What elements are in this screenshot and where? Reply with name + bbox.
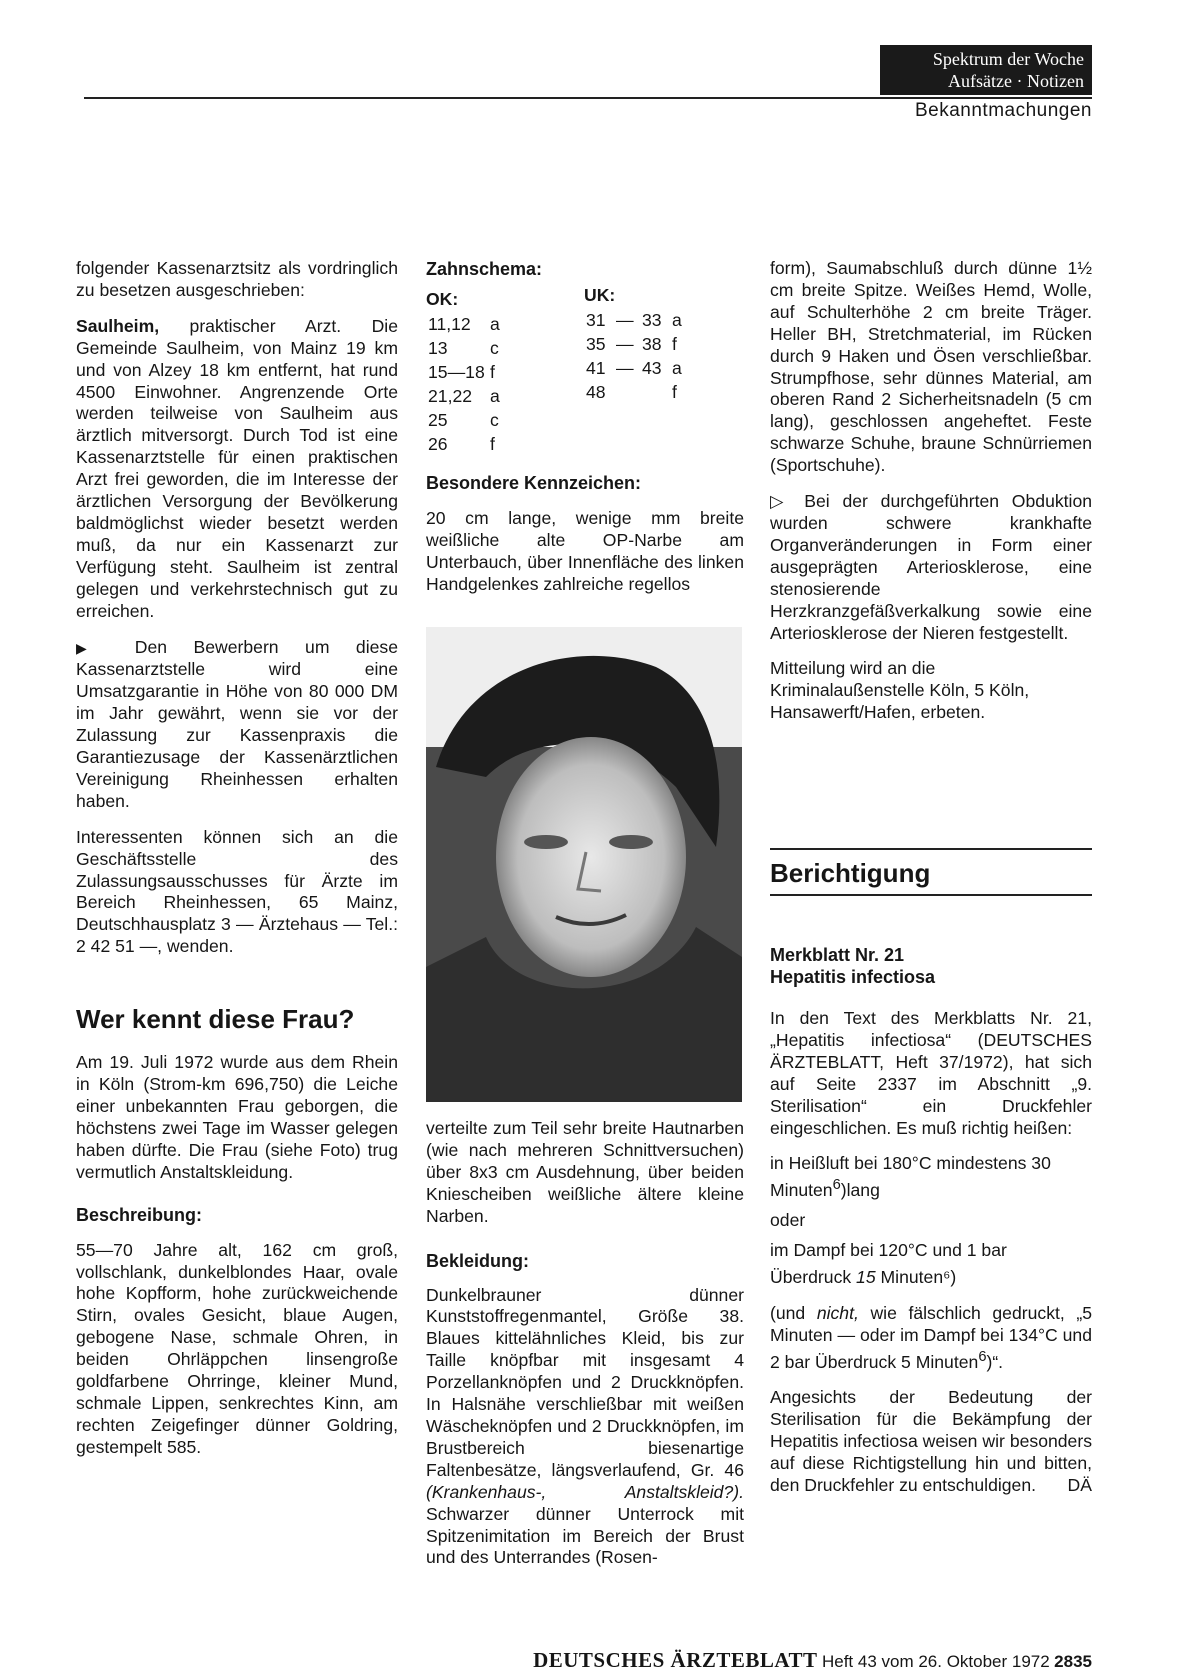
tooth-row	[428, 385, 510, 407]
closing-text: Angesichts der Bedeutung der Sterilisation für die Bekämpfung der Hepatitis infectiosa weisen wir besonders auf diese Richtigstellung hin und bitten, den Druckfehler zu entschuldigen.	[770, 1387, 1092, 1495]
tooth-cell: f	[490, 361, 495, 382]
tooth-cell: 48	[586, 381, 606, 402]
tooth-row	[586, 333, 692, 355]
column-left	[76, 258, 398, 1459]
saulheim-paragraph	[76, 316, 398, 623]
merkblatt-subtitle: Hepatitis infectiosa	[770, 967, 936, 987]
tooth-cell: 43	[642, 357, 662, 378]
heading-wer-kennt: Wer kennt diese Frau?	[76, 1004, 355, 1035]
description-paragraph: 55—70 Jahre alt, 162 cm groß, vollschlank, dunkelblondes Haar, ovale hohe Kopfform, hohe zurückweichende Stirn, ovales Gesicht, blaue Augen, gebogene Nase, schmale Ohren, in beiden Ohrläppchen linsengroße goldfarbene Ohrringe, kleiner Mund, schmale Lippen, senkrechtes Kinn, am rechten Zeigefinger dünner Goldring, gestempelt 585.	[76, 1239, 398, 1457]
corr1-sup: 6	[832, 1177, 841, 1194]
tooth-row	[586, 381, 692, 403]
tooth-cell: c	[490, 337, 499, 358]
column-middle	[426, 258, 744, 596]
teeth-lower	[584, 285, 694, 405]
tooth-cell: 38	[642, 333, 662, 354]
corr2-b: Minuten⁶)	[875, 1266, 957, 1287]
tooth-cell: c	[490, 409, 499, 430]
footer-page-number: 2835	[1054, 1652, 1092, 1671]
teeth-upper-label: OK:	[426, 289, 459, 309]
correction-misprint	[770, 1303, 1092, 1374]
tooth-row	[428, 433, 510, 455]
autopsy-paragraph	[770, 491, 1092, 644]
teeth-lower-table	[584, 307, 694, 405]
guarantee-paragraph	[76, 637, 398, 813]
tooth-cell: —	[616, 357, 634, 378]
tooth-cell: 25	[428, 409, 448, 430]
heading-berichtigung: Berichtigung	[770, 858, 931, 888]
tooth-cell: 21,22	[428, 385, 473, 406]
badge-line-1: Spektrum der Woche	[932, 49, 1084, 69]
guarantee-text: Den Bewerbern um diese Kassenarztstelle wird eine Umsatzgarantie in Höhe von 80 000 DM im Jahr gewährt, wenn sie vor der Zulassung zur Kassenpraxis die Garantiezusage der Kassenärztlichen Vereinigung Rheinhessen erhalten haben.	[76, 636, 398, 811]
saulheim-text: praktischer Arzt. Die Gemeinde Saulheim, von Mainz 19 km und von Alzey 18 km entfernt, hat rund 4500 Einwohner. Angrenzende Orte werden teilweise von Saulheim aus ärztlich mitversorgt. Durch Tod ist eine Kassenarztstelle für einen praktischen Arzt frei geworden, die im Interesse der ärztlichen Versorgung der Bevölkerung baldmöglichst wieder besetzt werden muß, da nur ein Kassenarzt zur Verfügung steht. Saulheim ist zentral gelegen und verkehrstechnisch gut zu erreichen.	[76, 315, 398, 621]
correction-line-2	[770, 1240, 1092, 1289]
tooth-cell: a	[672, 357, 682, 378]
corr1-a: in Heißluft bei 180°C mindestens 30 Minuten	[770, 1153, 1051, 1201]
photo-image	[426, 627, 742, 1102]
report-paragraph: Mitteilung wird an die Kriminalaußenstelle Köln, 5 Köln, Hansawerft/Hafen, erbeten.	[770, 658, 1030, 723]
misprint-a: (und	[770, 1302, 817, 1323]
tooth-cell: 35	[586, 333, 606, 354]
subhead-kennzeichen: Besondere Kennzeichen:	[426, 473, 642, 493]
scars-paragraph: verteilte zum Teil sehr breite Hautnarben (wie nach mehreren Schnittversuchen) über 8x3 cm Ausdehnung, über beiden Kniescheiben weißliche ältere kleine Narben.	[426, 1118, 744, 1226]
corr2-a: im Dampf bei 120°C und 1 bar Überdruck	[770, 1240, 1007, 1287]
tooth-cell: f	[490, 433, 495, 454]
closing-paragraph	[770, 1387, 1092, 1497]
teeth-upper-table	[426, 311, 512, 457]
misprint-b: wie fälschlich gedruckt, „5 Minuten — oder im Dampf bei 134°C und 2 bar Überdruck 5 Minuten	[770, 1302, 1092, 1372]
tooth-cell: 31	[586, 309, 606, 330]
tooth-cell: —	[616, 309, 634, 330]
tooth-cell: —	[616, 333, 634, 354]
tooth-cell: f	[672, 381, 677, 402]
section-label: Bekanntmachungen	[914, 100, 1092, 121]
column-right	[770, 258, 1092, 724]
tooth-cell	[616, 381, 640, 403]
berichtigung-rule-top	[770, 848, 1092, 850]
discovery-paragraph: Am 19. Juli 1972 wurde aus dem Rhein in Köln (Strom-km 696,750) die Leiche einer unbekannten Frau geborgen, die höchstens zwei Tage im Wasser gelegen haben dürfte. Die Frau (siehe Foto) trug vermutlich Anstaltskleidung.	[76, 1052, 398, 1182]
marks-paragraph: 20 cm lange, wenige mm breite weißliche alte OP-Narbe am Unterbauch, über Innenfläche des linken Handgelenkes zahlreiche regellos	[426, 508, 744, 594]
misprint-italic: nicht,	[816, 1302, 859, 1323]
tooth-row	[428, 409, 510, 431]
correction-paragraph: In den Text des Merkblatts Nr. 21, „Hepatitis infectiosa“ (DEUTSCHES ÄRZTEBLATT, Heft 37/1972), hat sich auf Seite 2337 im Abschnitt „9. Sterilisation“ ein Druckfehler eingeschlichen. Es muß richtig heißen:	[770, 1008, 1092, 1138]
subhead-zahnschema: Zahnschema:	[426, 259, 543, 279]
correction-oder: oder	[770, 1210, 806, 1231]
tooth-cell: f	[672, 333, 677, 354]
footer-masthead: DEUTSCHES ÄRZTEBLATT	[533, 1648, 818, 1672]
section-badge	[880, 45, 1092, 95]
clothing-continued-paragraph: form), Saumabschluß durch dünne 1½ cm breite Spitze. Weißes Hemd, Wolle, auf Schulterhöhe 2 cm breite Träger. Heller BH, Stretchmaterial, im Rücken durch 9 Haken und Ösen verschließbar. Strumpfhose, sehr dünnes Material, am oberen Rand 2 Sicherheitsnadeln (5 cm lang), geschlossen angeheftet. Feste schwarze Schuhe, braune Schnürriemen (Sportschuhe).	[770, 258, 1092, 476]
subhead-bekleidung: Bekleidung:	[426, 1250, 530, 1271]
tooth-row	[428, 313, 510, 335]
footer-issue: Heft 43 vom 26. Oktober 1972	[821, 1652, 1050, 1671]
autopsy-text: Bei der durchgeführten Obduktion wurden schwere krankhafte Organveränderungen in Form einer ausgeprägten Arteriosklerose, eine stenosierende Herzkranzgefäßverkalkung sowie eine Arteriosklerose der Nieren festgestellt.	[770, 491, 1093, 643]
tooth-cell: 11,12	[428, 313, 471, 334]
tooth-cell: 41	[586, 357, 606, 378]
tooth-row	[586, 309, 692, 331]
misprint-sup: 6	[978, 1348, 987, 1365]
tooth-cell: a	[490, 385, 500, 406]
clothing-text-b: Schwarzer dünner Unterrock mit Spitzenimitation im Bereich der Brust und des Unterrandes (Rosen-	[426, 1503, 744, 1568]
arrow-marker-icon: ▶	[76, 639, 109, 656]
correction-line-1	[770, 1153, 1092, 1202]
subhead-beschreibung: Beschreibung:	[76, 1204, 203, 1225]
corr2-italic: 15	[856, 1266, 876, 1287]
footer	[533, 1648, 1092, 1673]
tooth-cell: a	[490, 313, 500, 334]
contact-paragraph: Interessenten können sich an die Geschäftsstelle des Zulassungsausschusses für Ärzte im Bereich Rheinhessen, 65 Mainz, Deutschhausplatz 3 — Ärztehaus — Tel.: 2 42 51 —, wenden.	[76, 826, 398, 957]
column-right-lower	[770, 944, 1092, 1497]
photo-unknown-woman	[426, 627, 742, 1102]
tooth-row	[586, 357, 692, 379]
tooth-cell: 26	[428, 433, 448, 454]
header-rule	[84, 97, 1092, 99]
clothing-italic: (Krankenhaus-, Anstaltskleid?).	[426, 1481, 744, 1502]
tooth-cell	[642, 381, 670, 403]
clothing-paragraph	[426, 1285, 744, 1570]
merkblatt-title: Merkblatt Nr. 21	[770, 945, 905, 965]
tooth-cell: 13	[428, 337, 448, 358]
tooth-row	[428, 361, 510, 383]
tooth-cell: 33	[642, 309, 662, 330]
teeth-upper	[426, 289, 512, 457]
triangle-marker-icon: ▷	[770, 491, 792, 512]
teeth-chart	[426, 285, 744, 454]
saulheim-lead: Saulheim,	[76, 315, 160, 336]
column-middle-lower	[426, 1118, 744, 1569]
tooth-cell: 15—18	[428, 361, 485, 382]
signature: DÄ	[1067, 1474, 1092, 1495]
corr1-b: )lang	[840, 1180, 880, 1201]
berichtigung-rule-bottom	[770, 894, 1092, 896]
badge-line-2: Aufsätze · Notizen	[948, 71, 1084, 91]
misprint-c: )“.	[986, 1351, 1004, 1372]
teeth-lower-label: UK:	[584, 285, 616, 305]
tooth-row	[428, 337, 510, 359]
intro-paragraph: folgender Kassenarztsitz als vordringlich zu besetzen ausgeschrieben:	[76, 258, 398, 300]
clothing-text-a: Dunkelbrauner dünner Kunststoffregenmantel, Größe 38. Blaues kittelähnliches Kleid, bis zur Taille knöpfbar mit insgesamt 4 Porzellanknöpfen und 2 Druckknöpfen. In Halsnähe verschließbar mit weißen Wäscheknöpfen und 2 Druckknöpfen, im Brustbereich biesenartige Faltenbesätze, längsverlaufend, Gr. 46	[426, 1284, 744, 1480]
tooth-cell: a	[672, 309, 682, 330]
